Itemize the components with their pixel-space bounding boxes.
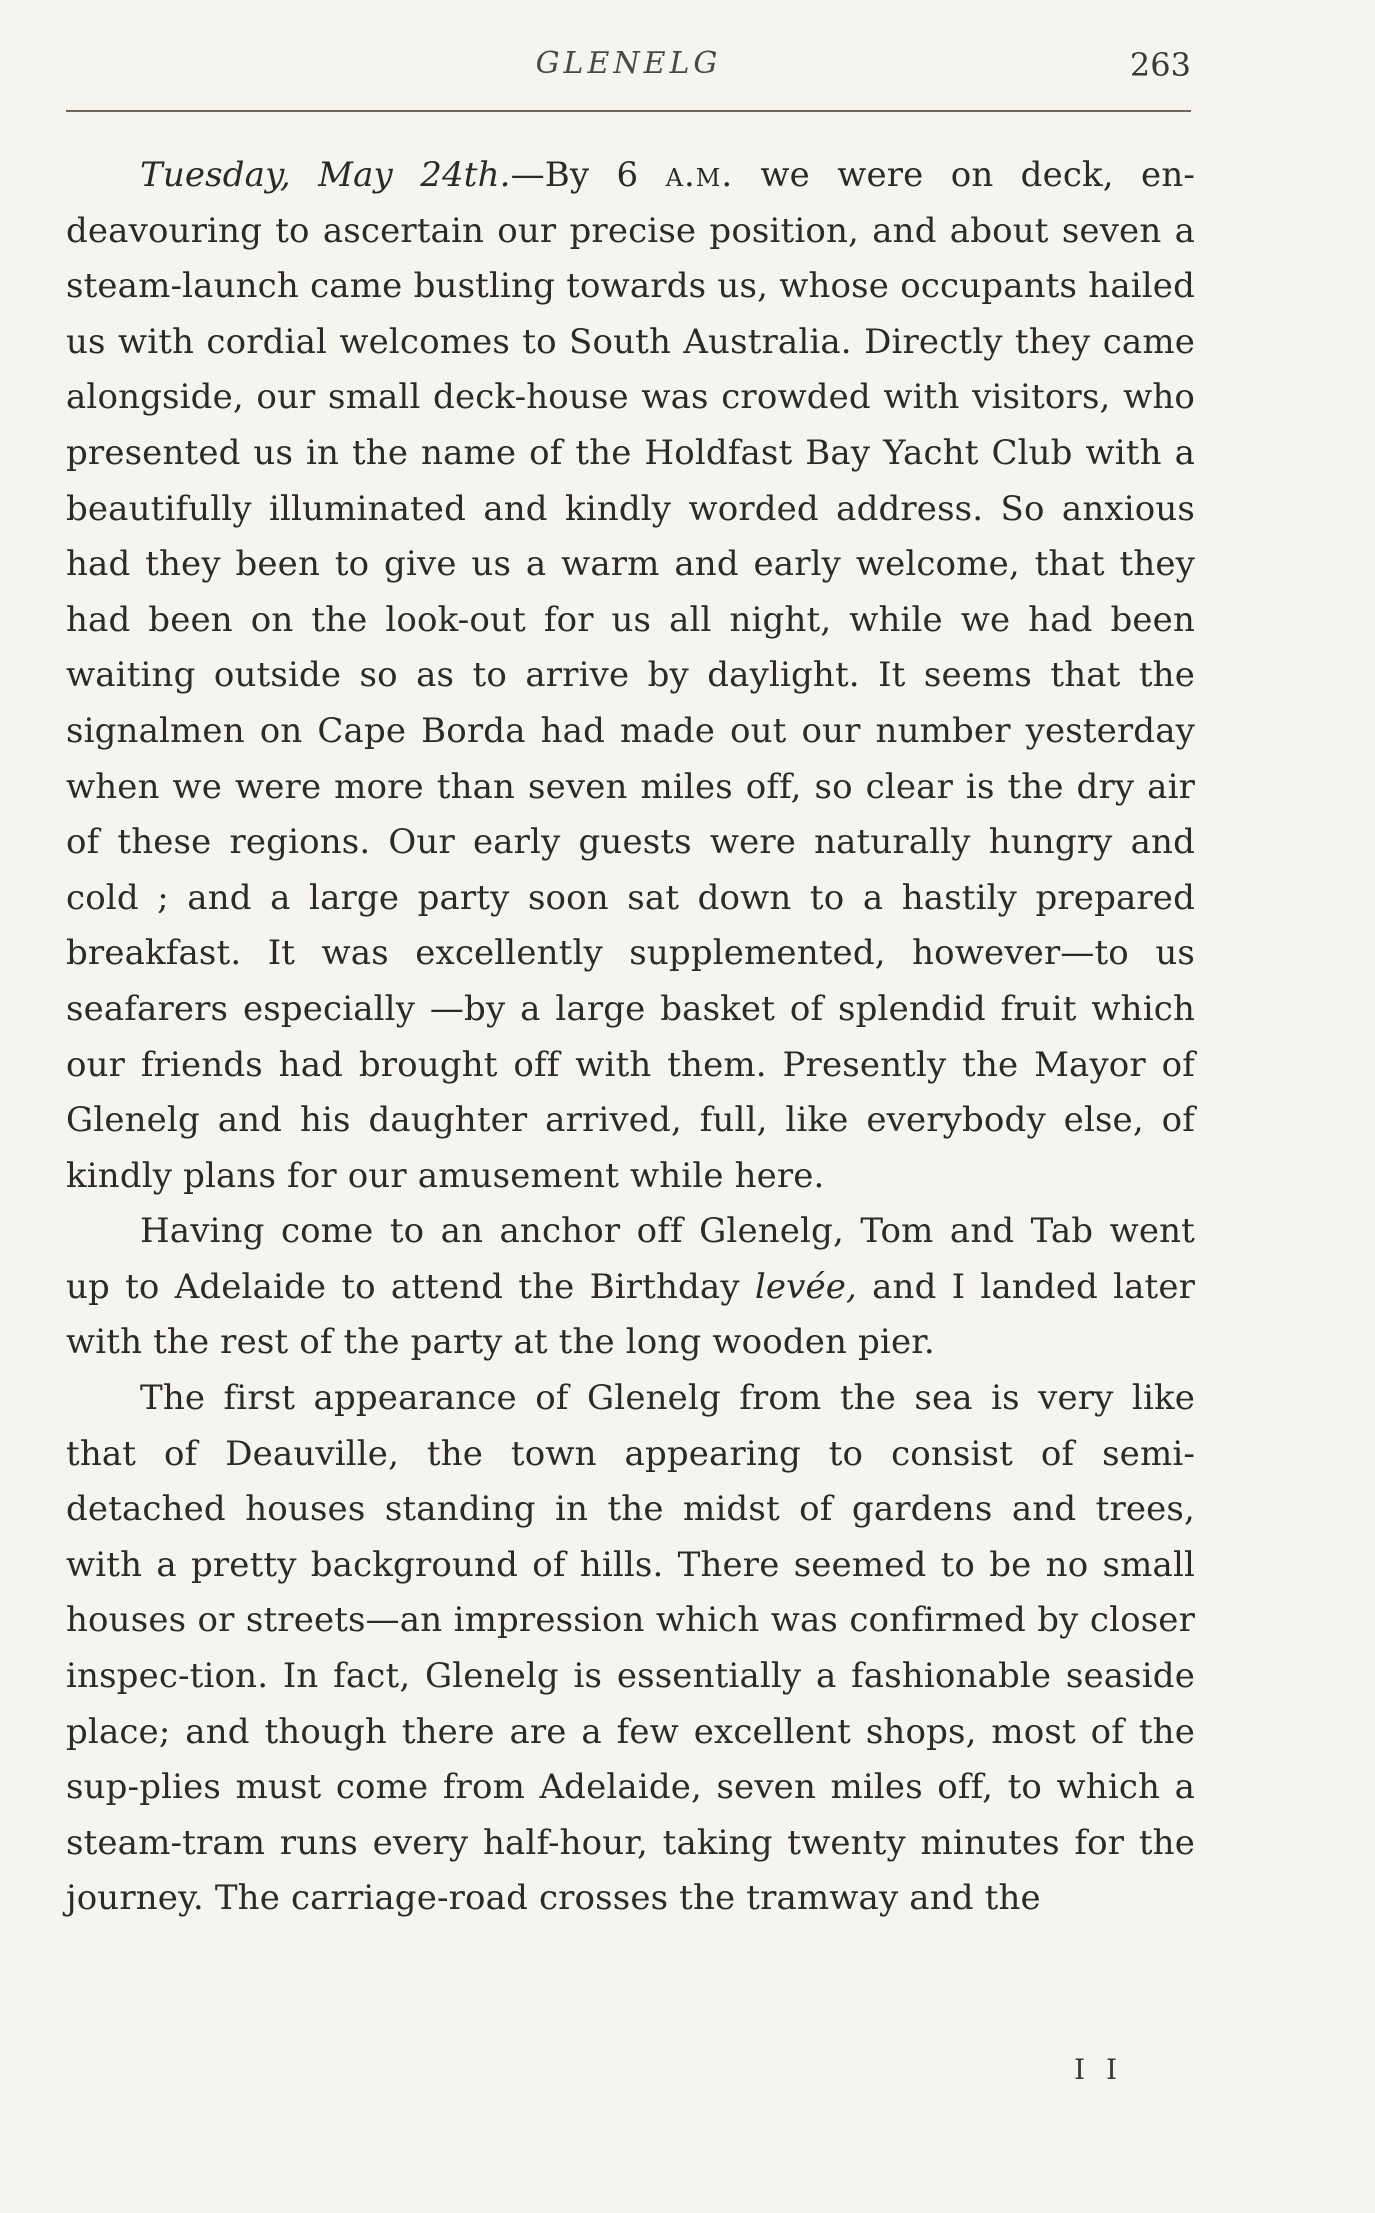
running-head: [66, 46, 1191, 96]
date-lead: Tuesday, May 24th.: [140, 155, 511, 195]
paragraph-2-text-a: Having come to an anchor off Glenelg, Tom and Tab went up to Adelaide to attend the Birthday: [66, 1211, 1195, 1307]
page-number: 263: [1129, 46, 1191, 84]
signature-mark: I I: [1074, 2053, 1124, 2086]
time-abbreviation: a.m.: [665, 155, 734, 195]
paragraph-1: [66, 148, 1195, 1204]
paragraph-1-text-b: we were on deck, en-deavouring to ascertain our precise position, and about seven a steam-launch came bustling towards us, whose occupants hailed us with cordial welcomes to South Australia. Directly they came alongside, our small deck-house was crowded with visitors, who presented us in the name of the Holdfast Bay Yacht Club with a beautifully illuminated and kindly worded address. So anxious had they been to give us a warm and early welcome, that they had been on the look-out for us all night, while we had been waiting outside so as to arrive by daylight. It seems that the signalmen on Cape Borda had made out our number yesterday when we were more than seven miles off, so clear is the dry air of these regions. Our early guests were naturally hungry and cold ; and a large party soon sat down to a hastily prepared breakfast. It was excellently supplemented, however—to us seafarers especially —by a large basket of splendid fruit which our friends had brought off with them. Presently the Mayor of Glenelg and his daughter arrived, full, like everybody else, of kindly plans for our amusement while here.: [66, 155, 1196, 1196]
running-title: GLENELG: [535, 46, 722, 81]
body-text: [66, 148, 1195, 1927]
paragraph-3: The first appearance of Glenelg from the sea is very like that of Deauville, the town appearing to consist of semi-detached houses standing in the midst of gardens and trees, with a pretty background of hills. There seemed to be no small houses or streets—an impression which was confirmed by closer inspec-tion. In fact, Glenelg is essentially a fashionable seaside place; and though there are a few excellent shops, most of the sup-plies must come from Adelaide, seven miles off, to which a steam-tram runs every half-hour, taking twenty minutes for the journey. The carriage-road crosses the tramway and the: [66, 1378, 1195, 1919]
paragraph-2-text-b: and I landed later with the rest of the party at the long wooden pier.: [66, 1266, 1195, 1363]
paragraph-2: [66, 1204, 1195, 1371]
paragraph-2-italic: levée,: [754, 1266, 857, 1307]
header-rule: [66, 110, 1191, 112]
paragraph-1-text-a: —By 6: [510, 155, 666, 195]
